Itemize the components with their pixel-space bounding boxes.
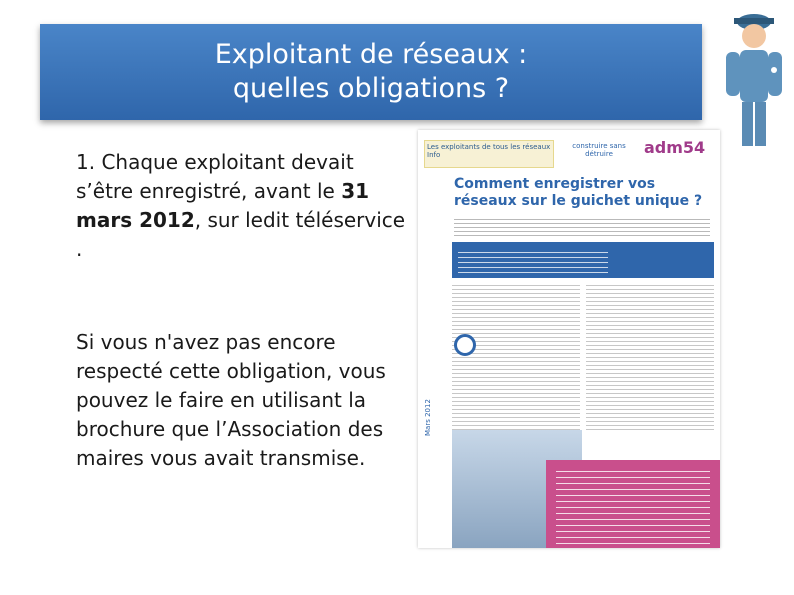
logo-exploitants: Les exploitants de tous les réseaux Info xyxy=(424,140,554,168)
brochure-logos xyxy=(418,130,720,176)
logo-adm54: adm54 xyxy=(644,138,706,157)
title-line-1: Exploitant de réseaux : xyxy=(214,39,528,70)
para1-text-end: , sur ledit téléservice . xyxy=(76,208,406,261)
brochure-title: Comment enregistrer vos réseaux sur le guichet unique ? xyxy=(454,176,703,209)
logo-construire: construire sans détruire xyxy=(572,142,626,158)
para1-deadline: 31 mars 2012 xyxy=(76,179,370,232)
brochure-image xyxy=(418,130,720,548)
brochure-right-column xyxy=(586,282,714,432)
brochure-contact-box xyxy=(546,460,720,548)
paragraph-brochure: Si vous n'avez pas encore respecté cette obligation, vous pouvez le faire en utilisant la brochure que l’Association des maires vous avait transmise. xyxy=(76,330,386,470)
para1-text-start: 1. Chaque exploitant devait s’être enregistré, avant le xyxy=(76,150,354,203)
technician-figure-icon xyxy=(716,4,790,150)
brochure-side-date: Mars 2012 xyxy=(424,399,432,436)
magnifier-icon xyxy=(454,334,476,356)
brochure-intro-text xyxy=(454,216,710,238)
slide-title xyxy=(40,24,702,120)
brochure-steps-box xyxy=(452,242,714,278)
paragraph-registration xyxy=(76,148,416,264)
title-line-2: quelles obligations ? xyxy=(232,73,510,104)
